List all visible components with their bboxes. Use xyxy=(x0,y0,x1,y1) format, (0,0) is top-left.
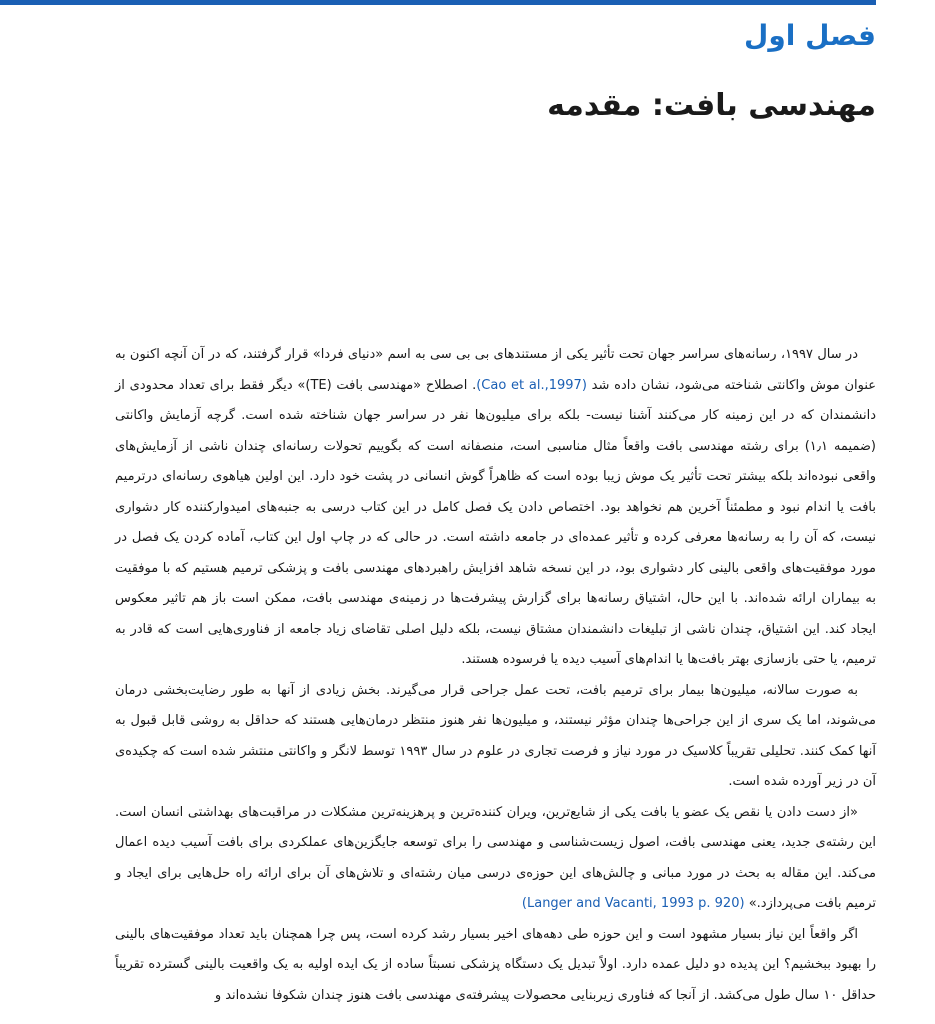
paragraph xyxy=(115,676,876,798)
paragraph xyxy=(115,920,876,1012)
paragraph xyxy=(115,340,876,676)
paragraph xyxy=(115,798,876,920)
paragraph-text: «از دست دادن یا نقص یک عضو یا بافت یکی از شایع‌ترین، ویران کننده‌ترین و پرهزینه‌ترین مشکلات در مراقبت‌های بهداشتی انسان است. این رشته‌ی جدید، یعنی مهندسی بافت، اصول زیست‌شناسی و مهندسی را برای توسعه جایگزین‌های عملکردی برای بافت آسیب دیده اعمال می‌کند. این مقاله به بحث در مورد مبانی و چالش‌های این حوزه‌ی درسی میان رشته‌ای و تلاش‌های آن برای ارائه راه حل‌هایی برای ایجاد و ترمیم بافت می‌پردازد.» xyxy=(115,804,876,911)
paragraph-text: به صورت سالانه، میلیون‌ها بیمار برای ترمیم بافت، تحت عمل جراحی قرار می‌گیرند. بخش زیادی از آنها به طور رضایت‌بخشی درمان می‌شوند، اما یک سری از این جراحی‌ها چندان مؤثر نیستند، و میلیون‌ها نفر هنوز منتظر درمان‌هایی هستند که حداقل به روشی قابل قبول به آنها کمک کنند. تحلیلی تقریباً کلاسیک در مورد نیاز و فرصت تجاری در علوم در سال ۱۹۹۳ توسط لانگر و واکانتی منتشر شده است که چکیده‌ی آن در زیر آورده شده است. xyxy=(115,682,877,789)
top-rule xyxy=(0,0,876,5)
citation-link[interactable]: (Langer and Vacanti, 1993 p. 920) xyxy=(521,896,745,911)
paragraph-text: . اصطلاح «مهندسی بافت (TE)» دیگر فقط برای تعداد محدودی از دانشمندان که در این زمینه کار می‌کنند آشنا نیست- بلکه برای میلیون‌ها نفر در سراسر جهان شناخته شده است. گرچه آزمایش واکانتی (ضمیمه ۱٫۱) برای رشته مهندسی بافت واقعاً مثال مناسبی است، منصفانه است که بگوییم تحولات رسانه‌ای چندان ناشی از آزمایش‌های واقعی نبوده‌اند بلکه بیشتر تحت تأثیر یک موش زیبا بوده است که ظاهراً گوش انسانی در پشت خود دارد. این اولین هیاهوی رسانه‌ای درترمیم بافت یا اندام نبود و مطمئناً آخرین هم نخواهد بود. اختصاص دادن یک فصل کامل در این کتاب درسی به جنبه‌های امیدوارکننده کار دشواری نیست، که آن را به رسانه‌ها معرفی کرده و تأثیر عمده‌ای در جامعه داشته است. در حالی که در چاپ اول این کتاب، آماده کردن یک فصل در مورد موفقیت‌های واقعی بالینی کار دشواری بود، در این نسخه شاهد افزایش راهبردهای مهندسی بافت و پزشکی ترمیم هستیم که با موفقیت به بیماران ارائه شده‌اند. با این حال، اشتیاق رسانه‌ها برای گزارش پیشرفت‌ها در زمینه‌ی مهندسی بافت، ممکن است باز هم تاثیر معکوس ایجاد کند. این اشتیاق، چندان ناشی از تبلیغات دانشمندان مشتاق نیست، بلکه دلیل اصلی تقاضای زیاد جامعه از فناوری‌هایی است که قادر به ترمیم، یا حتی بازسازی بهتر بافت‌ها یا اندام‌های آسیب دیده یا فرسوده هستند. xyxy=(115,377,876,667)
chapter-label: فصل اول xyxy=(744,19,876,52)
paragraph-text: در سال ۱۹۹۷، رسانه‌های سراسر جهان تحت تأثیر یکی از مستندهای بی بی سی به اسم «دنیای فردا» قرار گرفتند، که در آن آنچه اکنون به عنوان موش واکانتی شناخته می‌شود، نشان داده شد xyxy=(115,347,876,393)
citation-link[interactable]: (Cao et al.,1997) xyxy=(476,377,587,393)
chapter-title: مهندسی بافت: مقدمه xyxy=(547,88,876,123)
body-text xyxy=(115,340,876,1011)
paragraph-text: اگر واقعاً این نیاز بسیار مشهود است و این حوزه طی دهه‌های اخیر بسیار رشد کرده است، پس چرا همچنان باید تعداد موفقیت‌های بالینی را بهبود ببخشیم؟ این پدیده دو دلیل عمده دارد. اولاً تبدیل یک دستگاه پزشکی نسبتاً ساده از یک ایده اولیه به یک واقعیت بالینی گسترده تقریباً حداقل ۱۰ سال طول می‌کشد. از آنجا که فناوری زیربنایی محصولات پیشرفته‌ی مهندسی بافت هنوز چندان شکوفا نشده‌اند و xyxy=(115,926,876,1003)
